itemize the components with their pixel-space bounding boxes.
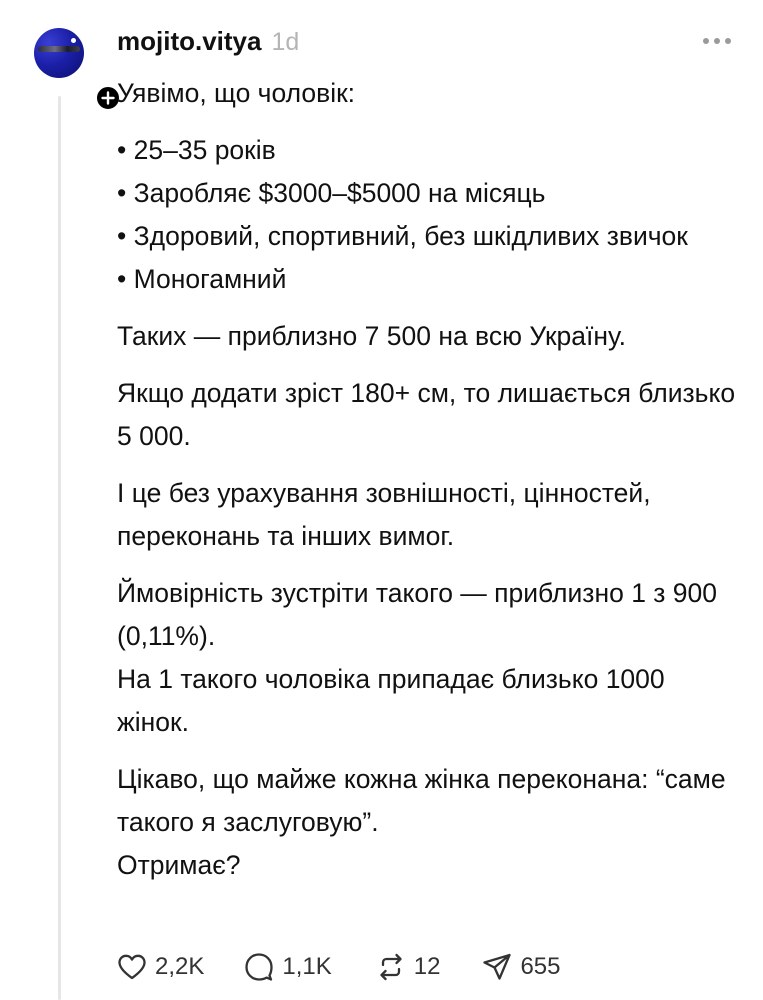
post-text	[117, 72, 737, 887]
repost-count: 12	[413, 953, 441, 980]
like-count: 2,2K	[155, 953, 205, 980]
bullet-item: • 25–35 років	[117, 135, 276, 165]
username[interactable]: mojito.vitya	[117, 26, 262, 56]
avatar-container[interactable]	[34, 28, 84, 78]
avatar-image-detail	[71, 38, 76, 43]
like-button[interactable]	[117, 953, 204, 981]
post-paragraph: Цікаво, що майже кожна жінка переконана: “саме такого я заслуговую”.	[117, 764, 726, 837]
post-header	[117, 26, 299, 57]
bullet-item: • Заробляє $3000–$5000 на місяць	[117, 178, 546, 208]
avatar-image-detail	[38, 46, 80, 52]
ellipsis-icon	[703, 38, 709, 44]
post-paragraph: Отримає?	[117, 850, 241, 880]
bullet-item: • Моногамний	[117, 264, 287, 294]
timestamp: 1d	[271, 28, 300, 56]
post-paragraph: Ймовірність зустріти такого — приблизно 1 з 900 (0,11%).	[117, 578, 718, 651]
post-paragraph: І це без урахування зовнішності, цінностей, переконань та інших вимог.	[117, 478, 651, 551]
post-paragraph: На 1 такого чоловіка припадає близько 1000 жінок.	[117, 664, 665, 737]
post-paragraph: Уявімо, що чоловік:	[117, 78, 356, 108]
ellipsis-icon	[725, 38, 731, 44]
ellipsis-icon	[714, 38, 720, 44]
post-paragraph: Якщо додати зріст 180+ см, то лишається близько 5 000.	[117, 378, 736, 451]
share-button[interactable]	[482, 952, 560, 982]
repost-arrows-icon	[376, 952, 406, 982]
bullet-list	[117, 129, 737, 301]
thread-line	[58, 96, 61, 1000]
plus-icon	[101, 91, 115, 105]
avatar[interactable]	[34, 28, 84, 78]
paper-plane-icon	[482, 952, 512, 982]
reply-count: 1,1K	[282, 953, 332, 980]
speech-bubble-icon	[244, 952, 274, 982]
post-paragraph: Таких — приблизно 7 500 на всю Україну.	[117, 321, 626, 351]
more-options-button[interactable]	[703, 38, 731, 44]
action-bar	[117, 952, 561, 982]
reply-button[interactable]	[244, 952, 331, 982]
repost-button[interactable]	[376, 952, 441, 982]
share-count: 655	[520, 953, 561, 980]
bullet-item: • Здоровий, спортивний, без шкідливих звичок	[117, 221, 688, 251]
heart-icon	[117, 953, 147, 981]
